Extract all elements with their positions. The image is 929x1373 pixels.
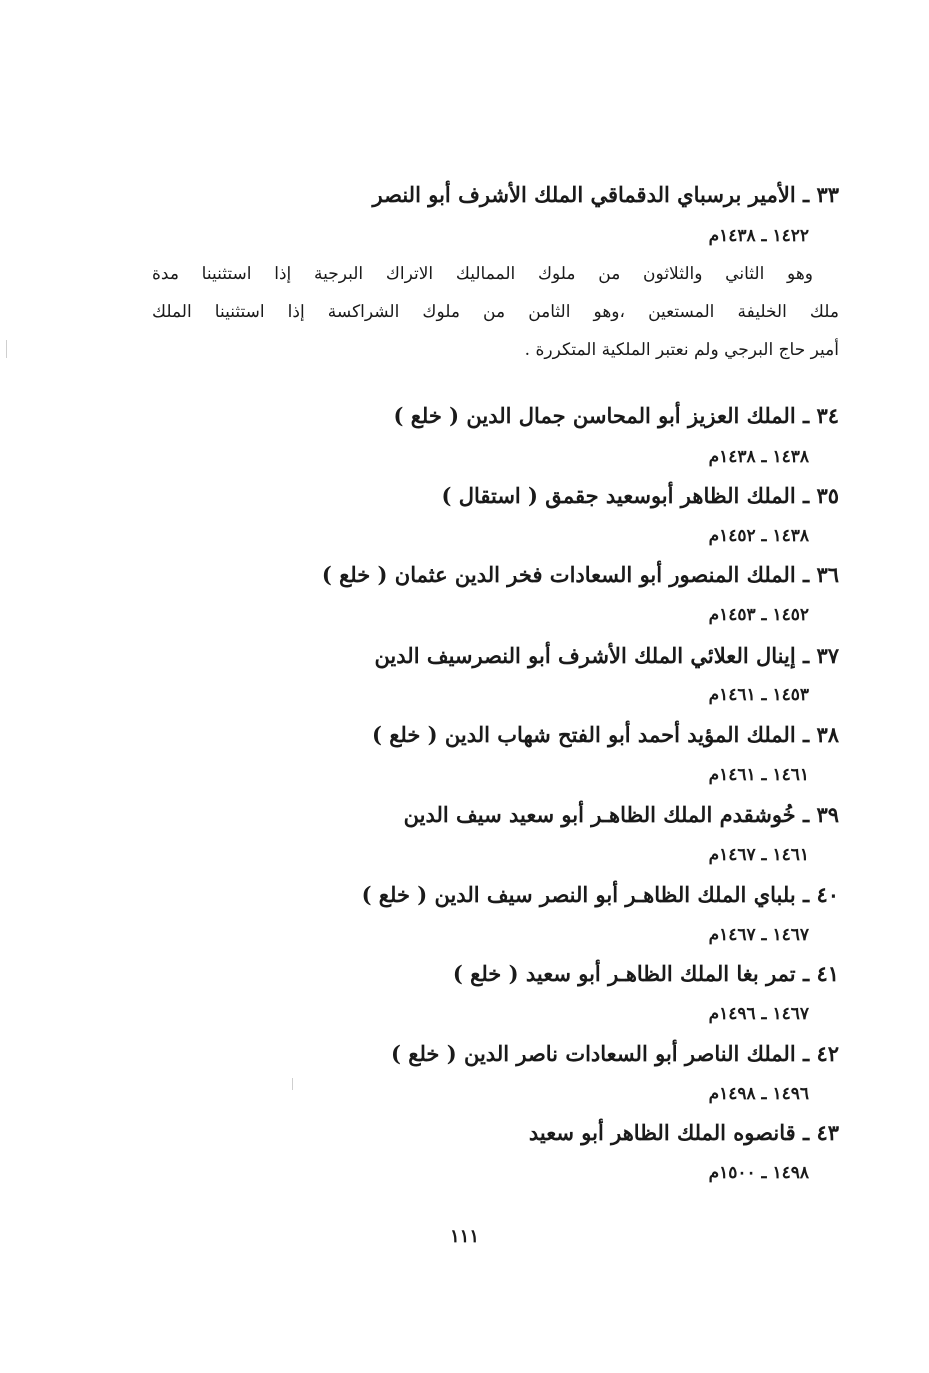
note-paragraph <box>152 255 839 369</box>
entry-dates: ١٤٩٦ ـ ١٤٩٨م <box>708 1084 809 1104</box>
entry-title: ٣٤ ـ الملك العزيز أبو المحاسن جمال الدين ( خلع ) <box>393 403 839 428</box>
entry-title: ٤٢ ـ الملك الناصر أبو السعادات ناصر الدين ( خلع ) <box>391 1041 839 1066</box>
entry-dates: ١٤٦١ ـ ١٤٦٧م <box>708 845 809 865</box>
entry-title: ٣٦ ـ الملك المنصور أبو السعادات فخر الدين عثمان ( خلع ) <box>321 562 839 587</box>
entry-title: ٣٥ ـ الملك الظاهر أبوسعيد جقمق ( استقال ) <box>441 483 839 508</box>
entry-title: ٣٨ ـ الملك المؤيد أحمد أبو الفتح شهاب الدين ( خلع ) <box>371 722 839 747</box>
scan-artifact <box>6 340 7 358</box>
entry-dates: ١٤٦٧ ـ ١٤٦٧م <box>708 925 809 945</box>
page-number: ١١١ <box>449 1226 479 1247</box>
note-line: أمير حاج البرجي ولم نعتبر الملكية المتكررة . <box>524 340 839 360</box>
entry-dates: ١٤٥٣ ـ ١٤٦١م <box>708 685 809 705</box>
entry-dates: ١٤٣٨ ـ ١٤٣٨م <box>708 447 809 467</box>
entry-dates: ١٤٢٢ ـ ١٤٣٨م <box>708 226 809 246</box>
entry-title: ٣٧ ـ إينال العلائي الملك الأشرف أبو النصرسيف الدين <box>374 643 839 668</box>
entry-dates: ١٤٥٢ ـ ١٤٥٣م <box>708 605 809 625</box>
entry-title: ٣٣ ـ الأمير برسباي الدقماقي الملك الأشرف أبو النصر <box>372 182 839 207</box>
note-line: ملك الخليفة المستعين ،وهو الثامن من ملوك الشراكسة إذا استثنينا الملك <box>152 302 839 322</box>
entry-title: ٤٣ ـ قانصوه الملك الظاهر أبو سعيد <box>528 1120 839 1145</box>
entry-title: ٣٩ ـ خُوشقدم الملك الظاهـر أبو سعيد سيف الدين <box>403 802 839 827</box>
entry-dates: ١٤٦٧ ـ ١٤٩٦م <box>708 1004 809 1024</box>
entry-dates: ١٤٣٨ ـ ١٤٥٢م <box>708 526 809 546</box>
entry-title: ٤٠ ـ بلباي الملك الظاهـر أبو النصر سيف الدين ( خلع ) <box>361 882 839 907</box>
entry-dates: ١٤٦١ ـ ١٤٦١م <box>708 765 809 785</box>
note-line: وهو الثاني والثلاثون من ملوك المماليك الاتراك البرجية إذا استثنينا مدة <box>152 264 813 284</box>
scan-artifact <box>292 1078 293 1090</box>
entry-dates: ١٤٩٨ ـ ١٥٠٠م <box>708 1163 809 1183</box>
entry-title: ٤١ ـ تمر بغا الملك الظاهـر أبو سعيد ( خلع ) <box>452 961 839 986</box>
